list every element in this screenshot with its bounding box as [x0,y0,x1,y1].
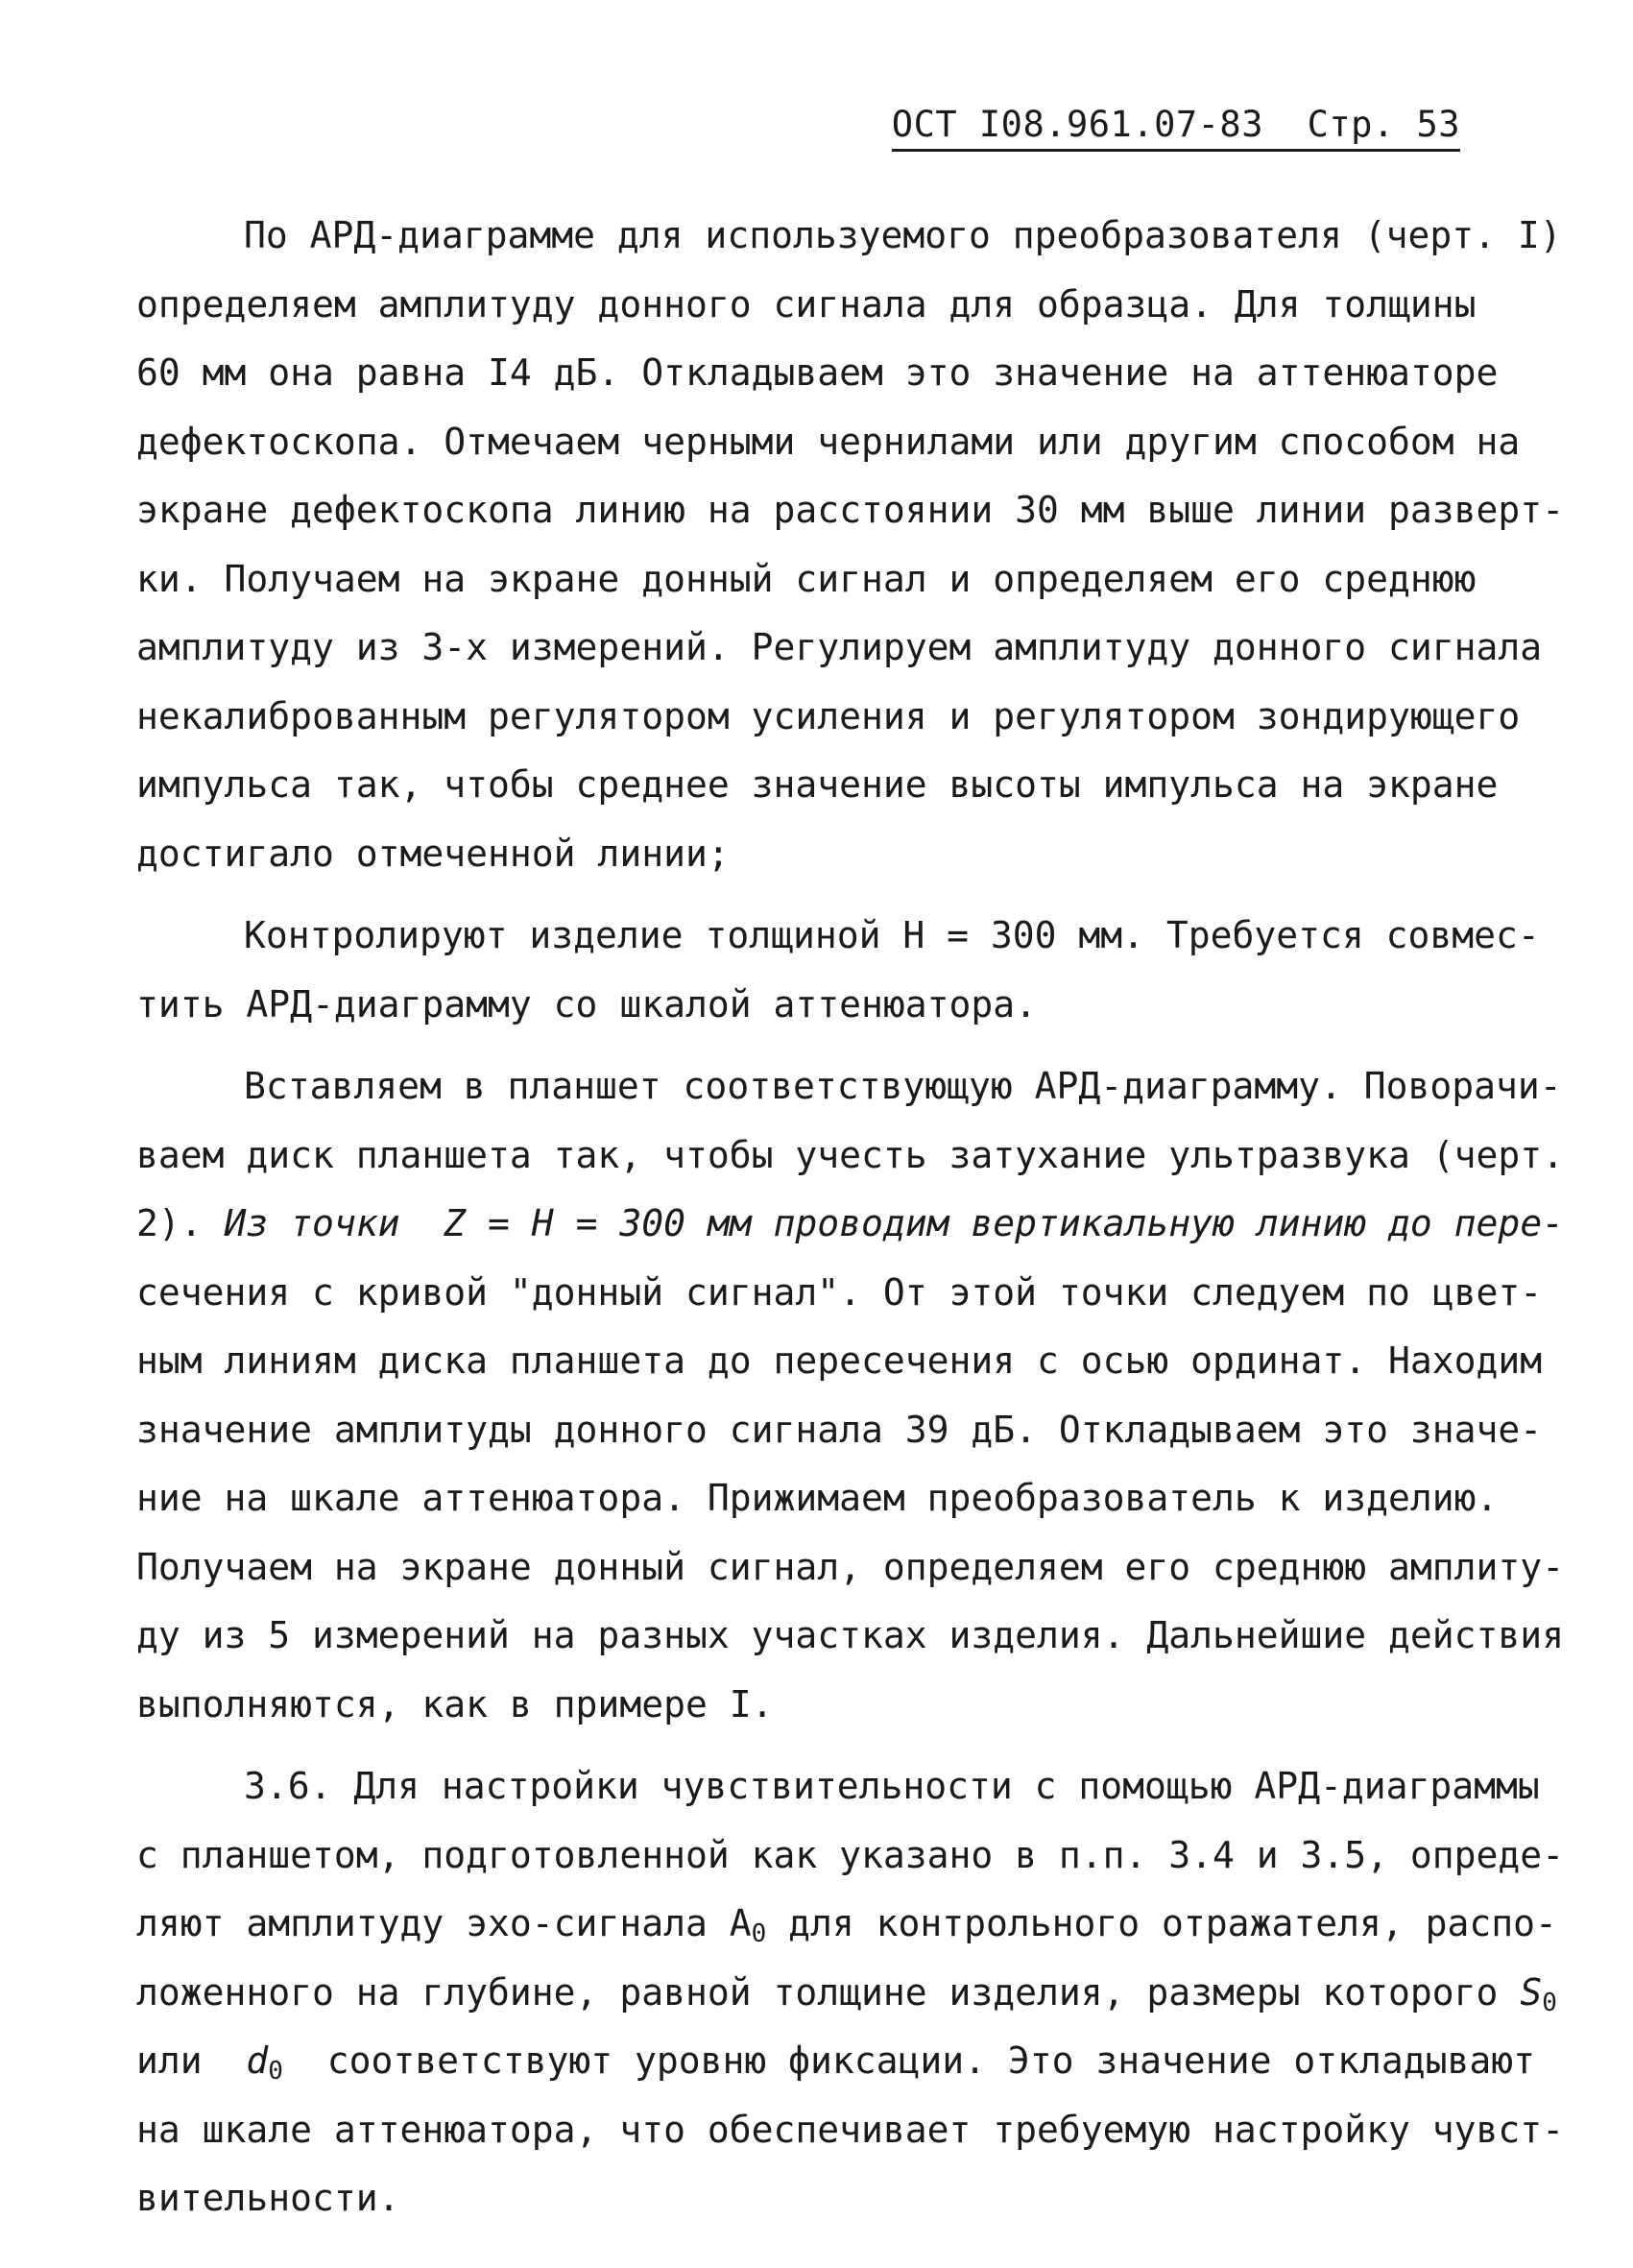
text-line: 2). Из точки Z = Н = 300 мм проводим вертикальную линию до пере- [136,1202,1565,1244]
text-line: 60 мм она равна I4 дБ. Откладываем это значение на аттенюаторе [136,351,1499,394]
text-line: ваем диск планшета так, чтобы учесть затухание ультразвука (черт. [136,1133,1565,1176]
page-number: Стр. 53 [1307,104,1460,145]
text-line: сечения с кривой "донный сигнал". От этой точки следуем по цвет- [136,1270,1543,1314]
text-line: Вставляем в планшет соответствующую АРД-диаграмму. Поворачи- [244,1065,1562,1107]
text-line: По АРД-диаграмме для используемого преобразователя (черт. I) [244,214,1562,256]
text-line: ки. Получаем на экране донный сигнал и определяем его среднюю [136,557,1477,600]
page-header [892,104,1460,152]
text-line: с планшетом, подготовленной как указано в п.п. 3.4 и 3.5, опреде- [136,1833,1565,1876]
italic-text: Из точки Z = Н = 300 мм проводим вертикальную линию до пере- [224,1202,1565,1244]
text-line: или $d_0$ соответствуют уровню фиксации. Это значение откладывают [136,2039,1535,2086]
text-line: определяем амплитуду донного сигнала для образца. Для толщины [136,282,1477,326]
text-line: некалиброванным регулятором усиления и регулятором зондирующего [136,694,1521,737]
text-line: экране дефектоскопа линию на расстоянии 30 мм выше линии разверт- [136,489,1565,531]
italic-symbol: d [246,2039,269,2082]
text-line: амплитуду из 3-х измерений. Регулируем амплитуду донного сигнала [136,626,1543,668]
text-line: ляют амплитуду эхо-сигнала $А_0$ для контрольного отражателя, распо- [136,1902,1557,1948]
text-line: тить АРД-диаграмму со шкалой аттенюатора. [136,982,1037,1025]
text-line: ным линиям диска планшета до пересечения с осью ординат. Находим [136,1339,1543,1382]
text-line: Контролируют изделие толщиной Н = 300 мм. Требуется совмес- [244,914,1540,956]
text-line: Получаем на экране донный сигнал, определяем его среднюю амплиту- [136,1545,1565,1588]
text-line: значение амплитуды донного сигнала 39 дБ. Откладываем это значе- [136,1408,1543,1451]
text-line: ложенного на глубине, равной толщине изделия, размеры которого $S_0$ [136,1970,1557,2017]
text-line: вительности. [136,2177,400,2219]
italic-symbol: S [1520,1970,1543,2014]
subscript: 0 [751,1919,767,1948]
body-text [136,202,1565,2233]
subscript: 0 [268,2057,283,2086]
document-number: ОСТ I08.961.07-83 [891,104,1263,145]
text-line: достигало отмеченной линии; [136,832,730,875]
text-line: 3.6. Для настройки чувствительности с помощью АРД-диаграммы [244,1765,1540,1807]
text-line: импульса так, чтобы среднее значение высоты импульса на экране [136,763,1499,806]
text-line: ние на шкале аттенюатора. Прижимаем преобразователь к изделию. [136,1477,1499,1519]
text-line: на шкале аттенюатора, что обеспечивает требуемую настройку чувст- [136,2108,1565,2151]
subscript: 0 [1542,1988,1557,2017]
text-line: дефектоскопа. Отмечаем черными чернилами или другим способом на [136,420,1521,463]
text-line: ду из 5 измерений на разных участках изделия. Дальнейшие действия [136,1614,1565,1656]
text-line: выполняются, как в примере I. [136,1682,774,1725]
